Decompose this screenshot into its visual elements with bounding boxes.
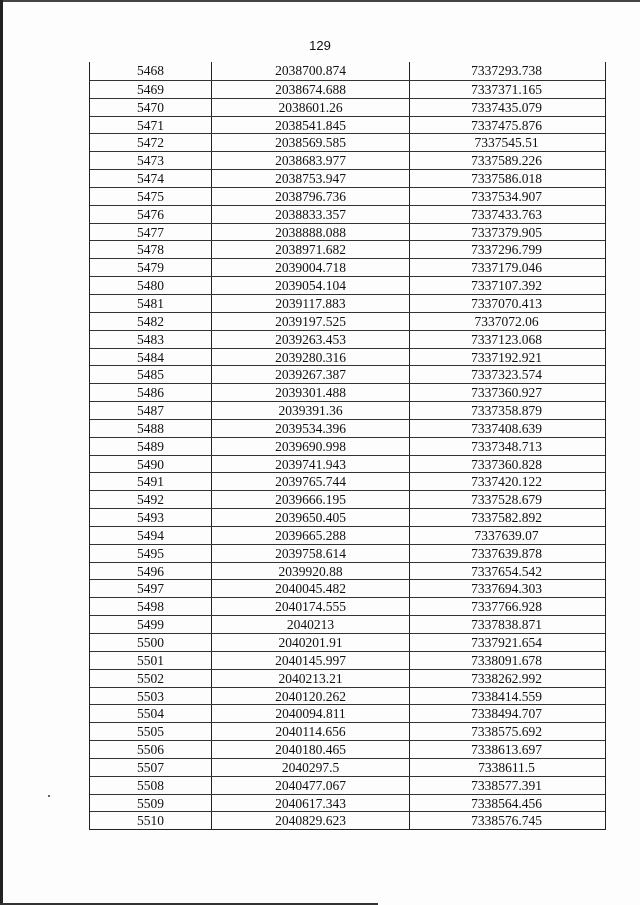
x-coordinate-cell: 2039301.488 <box>212 384 410 401</box>
point-number-cell: 5497 <box>90 580 212 597</box>
x-coordinate-cell: 2039054.104 <box>212 277 410 294</box>
x-coordinate-cell: 2038753.947 <box>212 170 410 187</box>
table-row <box>90 419 605 437</box>
x-coordinate-cell: 2039758.614 <box>212 545 410 562</box>
x-coordinate-cell: 2040114.656 <box>212 723 410 740</box>
y-coordinate-cell: 7337654.542 <box>471 563 542 579</box>
table-row <box>90 169 605 187</box>
table-row <box>90 223 605 241</box>
table-row <box>90 490 605 508</box>
y-coordinate-cell: 7337179.046 <box>471 260 542 276</box>
x-coordinate-cell: 2039765.744 <box>212 473 410 490</box>
table-row <box>90 312 605 330</box>
point-number-cell: 5496 <box>90 563 212 580</box>
point-number-cell: 5501 <box>90 652 212 669</box>
scan-edge-top <box>0 0 640 2</box>
y-coordinate-cell: 7338575.692 <box>471 724 542 740</box>
y-coordinate-cell: 7338576.745 <box>471 813 542 829</box>
x-coordinate-cell: 2038683.977 <box>212 152 410 169</box>
x-coordinate-cell: 2040201.91 <box>212 634 410 651</box>
y-coordinate-cell: 7337360.927 <box>471 385 542 401</box>
table-row <box>90 508 605 526</box>
point-number-cell: 5476 <box>90 206 212 223</box>
x-coordinate-cell: 2038541.845 <box>212 117 410 134</box>
y-coordinate-cell: 7338577.391 <box>471 777 542 793</box>
y-coordinate-cell: 7337358.879 <box>471 403 542 419</box>
point-number-cell: 5469 <box>90 81 212 98</box>
table-row <box>90 98 605 116</box>
x-coordinate-cell: 2040213.21 <box>212 670 410 687</box>
y-coordinate-cell: 7337694.303 <box>471 581 542 597</box>
x-coordinate-cell: 2039920.88 <box>212 563 410 580</box>
point-number-cell: 5489 <box>90 438 212 455</box>
y-coordinate-cell: 7337545.51 <box>474 135 539 151</box>
table-row <box>90 258 605 276</box>
table-row <box>90 151 605 169</box>
table-row <box>90 276 605 294</box>
table-row <box>90 472 605 490</box>
table-row <box>90 651 605 669</box>
point-number-cell: 5477 <box>90 224 212 241</box>
point-number-cell: 5508 <box>90 777 212 794</box>
y-coordinate-cell: 7338611.5 <box>478 759 535 775</box>
x-coordinate-cell: 2039534.396 <box>212 420 410 437</box>
table-row <box>90 437 605 455</box>
y-coordinate-cell: 7338262.992 <box>471 670 542 686</box>
x-coordinate-cell: 2039267.387 <box>212 366 410 383</box>
table-row <box>90 526 605 544</box>
y-coordinate-cell: 7337371.165 <box>471 81 542 97</box>
x-coordinate-cell: 2040829.623 <box>212 812 410 829</box>
y-coordinate-cell: 7337435.079 <box>471 99 542 115</box>
x-coordinate-cell: 2040213 <box>212 616 410 633</box>
y-coordinate-cell: 7338494.707 <box>471 706 542 722</box>
table-row <box>90 597 605 615</box>
point-number-cell: 5503 <box>90 688 212 705</box>
point-number-cell: 5486 <box>90 384 212 401</box>
coordinates-table <box>89 62 606 830</box>
table-row <box>90 615 605 633</box>
y-coordinate-cell: 7337534.907 <box>471 188 542 204</box>
y-coordinate-cell: 7337433.763 <box>471 206 542 222</box>
point-number-cell: 5474 <box>90 170 212 187</box>
y-coordinate-cell: 7337296.799 <box>471 242 542 258</box>
y-coordinate-cell: 7337475.876 <box>471 117 542 133</box>
point-number-cell: 5502 <box>90 670 212 687</box>
point-number-cell: 5479 <box>90 259 212 276</box>
table-row <box>90 704 605 722</box>
point-number-cell: 5504 <box>90 705 212 722</box>
x-coordinate-cell: 2040045.482 <box>212 580 410 597</box>
point-number-cell: 5472 <box>90 134 212 151</box>
y-coordinate-cell: 7337408.639 <box>471 420 542 436</box>
point-number-cell: 5510 <box>90 812 212 829</box>
point-number-cell: 5500 <box>90 634 212 651</box>
x-coordinate-cell: 2038601.26 <box>212 99 410 116</box>
table-row <box>90 776 605 794</box>
point-number-cell: 5485 <box>90 366 212 383</box>
x-coordinate-cell: 2039280.316 <box>212 349 410 366</box>
point-number-cell: 5481 <box>90 295 212 312</box>
x-coordinate-cell: 2040145.997 <box>212 652 410 669</box>
x-coordinate-cell: 2038700.874 <box>212 62 410 80</box>
y-coordinate-cell: 7338613.697 <box>471 742 542 758</box>
point-number-cell: 5484 <box>90 349 212 366</box>
point-number-cell: 5487 <box>90 402 212 419</box>
point-number-cell: 5499 <box>90 616 212 633</box>
table-row <box>90 401 605 419</box>
y-coordinate-cell: 7337582.892 <box>471 510 542 526</box>
y-coordinate-cell: 7338564.456 <box>471 795 542 811</box>
point-number-cell: 5490 <box>90 456 212 473</box>
x-coordinate-cell: 2039665.288 <box>212 527 410 544</box>
x-coordinate-cell: 2039263.453 <box>212 331 410 348</box>
x-coordinate-cell: 2038888.088 <box>212 224 410 241</box>
y-coordinate-cell: 7337639.878 <box>471 545 542 561</box>
table-row <box>90 669 605 687</box>
point-number-cell: 5492 <box>90 491 212 508</box>
point-number-cell: 5488 <box>90 420 212 437</box>
y-coordinate-cell: 7337921.654 <box>471 635 542 650</box>
table-row <box>90 740 605 758</box>
table-row <box>90 794 605 812</box>
point-number-cell: 5470 <box>90 99 212 116</box>
point-number-cell: 5482 <box>90 313 212 330</box>
table-row <box>90 116 605 134</box>
table-row <box>90 383 605 401</box>
point-number-cell: 5475 <box>90 188 212 205</box>
x-coordinate-cell: 2039650.405 <box>212 509 410 526</box>
y-coordinate-cell: 7337293.738 <box>471 63 542 78</box>
x-coordinate-cell: 2040180.465 <box>212 741 410 758</box>
y-coordinate-cell: 7338091.678 <box>471 652 542 668</box>
y-coordinate-cell: 7337838.871 <box>471 617 542 633</box>
table-row <box>90 62 605 80</box>
table-row <box>90 205 605 223</box>
table-row <box>90 187 605 205</box>
y-coordinate-cell: 7337766.928 <box>471 599 542 615</box>
x-coordinate-cell: 2039117.883 <box>212 295 410 312</box>
y-coordinate-cell: 7337379.905 <box>471 224 542 240</box>
point-number-cell: 5505 <box>90 723 212 740</box>
x-coordinate-cell: 2040094.811 <box>212 705 410 722</box>
x-coordinate-cell: 2038674.688 <box>212 81 410 98</box>
y-coordinate-cell: 7337192.921 <box>471 349 542 365</box>
point-number-cell: 5480 <box>90 277 212 294</box>
point-number-cell: 5493 <box>90 509 212 526</box>
x-coordinate-cell: 2038971.682 <box>212 241 410 258</box>
x-coordinate-cell: 2040477.067 <box>212 777 410 794</box>
point-number-cell: 5507 <box>90 759 212 776</box>
x-coordinate-cell: 2038569.585 <box>212 134 410 151</box>
x-coordinate-cell: 2039004.718 <box>212 259 410 276</box>
point-number-cell: 5494 <box>90 527 212 544</box>
x-coordinate-cell: 2039690.998 <box>212 438 410 455</box>
x-coordinate-cell: 2040297.5 <box>212 759 410 776</box>
y-coordinate-cell: 7337123.068 <box>471 331 542 347</box>
y-coordinate-cell: 7337420.122 <box>471 474 542 490</box>
table-row <box>90 133 605 151</box>
y-coordinate-cell: 7337586.018 <box>471 171 542 187</box>
point-number-cell: 5498 <box>90 598 212 615</box>
point-number-cell: 5468 <box>90 62 212 80</box>
table-row <box>90 330 605 348</box>
x-coordinate-cell: 2039666.195 <box>212 491 410 508</box>
y-coordinate-cell: 7337589.226 <box>471 153 542 169</box>
x-coordinate-cell: 2039741.943 <box>212 456 410 473</box>
y-coordinate-cell: 7337072.06 <box>474 313 539 329</box>
table-row <box>90 348 605 366</box>
y-coordinate-cell: 7337360.828 <box>471 456 542 472</box>
table-row <box>90 579 605 597</box>
scan-edge-left <box>0 0 3 905</box>
table-row <box>90 240 605 258</box>
table-row <box>90 544 605 562</box>
x-coordinate-cell: 2040120.262 <box>212 688 410 705</box>
table-row <box>90 687 605 705</box>
x-coordinate-cell: 2038796.736 <box>212 188 410 205</box>
x-coordinate-cell: 2040617.343 <box>212 795 410 812</box>
table-row <box>90 365 605 383</box>
y-coordinate-cell: 7337323.574 <box>471 367 542 383</box>
table-row <box>90 294 605 312</box>
table-row <box>90 562 605 580</box>
y-coordinate-cell: 7338414.559 <box>471 688 542 704</box>
y-coordinate-cell: 7337639.07 <box>474 527 539 543</box>
y-coordinate-cell: 7337070.413 <box>471 295 542 311</box>
x-coordinate-cell: 2038833.357 <box>212 206 410 223</box>
page-number: 129 <box>309 38 331 53</box>
table-row <box>90 633 605 651</box>
point-number-cell: 5495 <box>90 545 212 562</box>
table-row <box>90 811 605 829</box>
y-coordinate-cell: 7337107.392 <box>471 278 542 294</box>
table-row <box>90 455 605 473</box>
point-number-cell: 5491 <box>90 473 212 490</box>
point-number-cell: 5483 <box>90 331 212 348</box>
scan-speck <box>48 795 50 797</box>
point-number-cell: 5478 <box>90 241 212 258</box>
point-number-cell: 5473 <box>90 152 212 169</box>
table-row <box>90 758 605 776</box>
point-number-cell: 5471 <box>90 117 212 134</box>
point-number-cell: 5509 <box>90 795 212 812</box>
x-coordinate-cell: 2040174.555 <box>212 598 410 615</box>
x-coordinate-cell: 2039391.36 <box>212 402 410 419</box>
y-coordinate-cell: 7337528.679 <box>471 492 542 508</box>
point-number-cell: 5506 <box>90 741 212 758</box>
x-coordinate-cell: 2039197.525 <box>212 313 410 330</box>
y-coordinate-cell: 7337348.713 <box>471 438 542 454</box>
table-row <box>90 80 605 98</box>
table-row <box>90 722 605 740</box>
